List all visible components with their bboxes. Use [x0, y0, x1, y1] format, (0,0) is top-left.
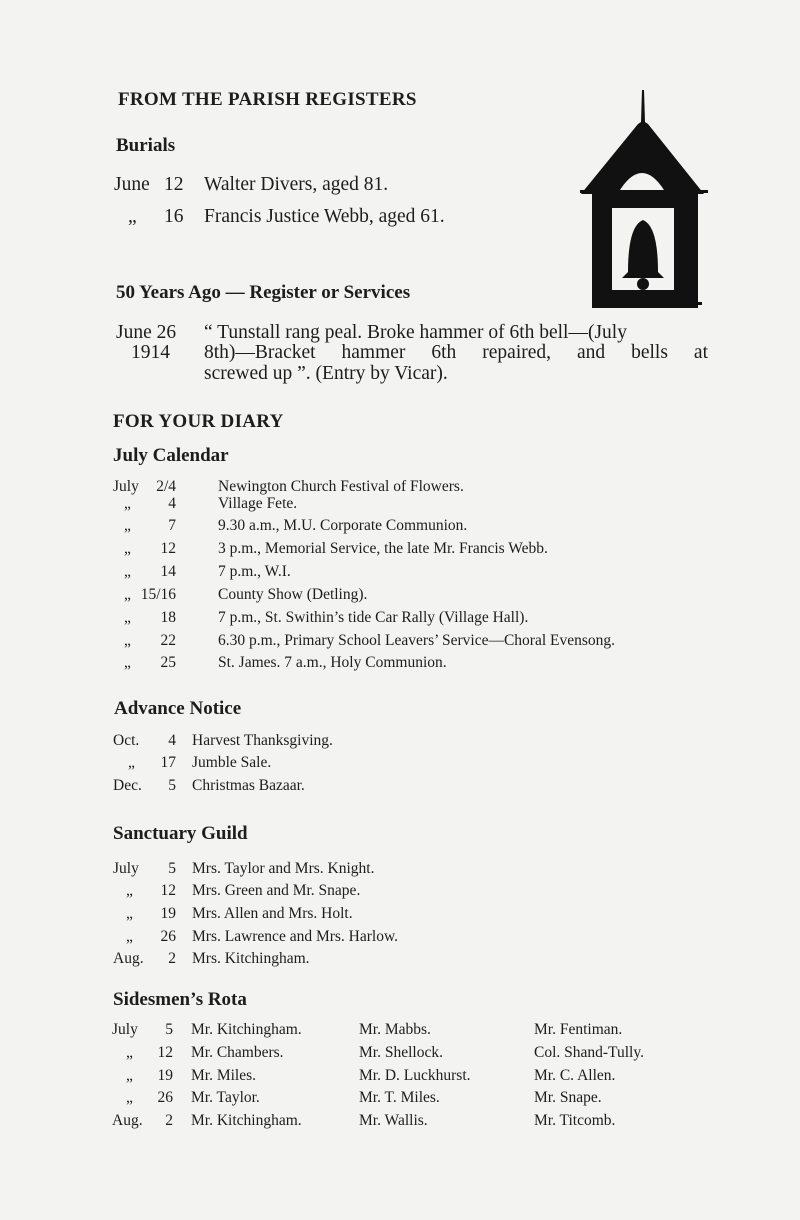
- rota-name-col3: Mr. C. Allen.: [534, 1067, 616, 1084]
- calendar-day: 4: [168, 495, 176, 512]
- rota-name-col3: Mr. Fentiman.: [534, 1021, 623, 1038]
- guild-day: 12: [160, 882, 176, 899]
- rota-name-col2: Mr. T. Miles.: [359, 1089, 440, 1106]
- guild-row: [0, 882, 800, 904]
- calendar-month: „: [124, 586, 131, 603]
- calendar-event: 7 p.m., W.I.: [218, 563, 291, 580]
- rota-name-col3: Mr. Snape.: [534, 1089, 602, 1106]
- advance-event: Harvest Thanksgiving.: [192, 732, 333, 749]
- calendar-day: 14: [160, 563, 176, 580]
- rota-row: [0, 1067, 800, 1089]
- advance-day: 17: [160, 754, 176, 771]
- calendar-row: [0, 609, 800, 631]
- guild-day: 5: [168, 860, 176, 877]
- fifty-entry-line: “ Tunstall rang peal. Broke hammer of 6th bell—(July: [204, 322, 627, 343]
- burial-name: Francis Justice Webb, aged 61.: [204, 206, 445, 227]
- fifty-entry-year: 1914: [131, 342, 170, 363]
- calendar-month: „: [124, 609, 131, 626]
- burial-day: 16: [164, 206, 184, 227]
- advance-row: [0, 777, 800, 799]
- word: hammer: [341, 342, 406, 363]
- guild-names: Mrs. Green and Mr. Snape.: [192, 882, 361, 899]
- rota-day: 2: [165, 1112, 173, 1129]
- advance-month: Dec.: [113, 777, 142, 794]
- rota-day: 5: [165, 1021, 173, 1038]
- calendar-event: 3 p.m., Memorial Service, the late Mr. Francis Webb.: [218, 540, 548, 557]
- burial-day: 12: [164, 174, 184, 195]
- advance-month: „: [128, 754, 135, 771]
- rota-name-col2: Mr. Shellock.: [359, 1044, 443, 1061]
- calendar-month: „: [124, 654, 131, 671]
- calendar-day: 15/16: [140, 586, 176, 603]
- advance-row: [0, 732, 800, 754]
- advance-notice-heading: Advance Notice: [114, 698, 242, 719]
- advance-day: 5: [168, 777, 176, 794]
- advance-event: Christmas Bazaar.: [192, 777, 305, 794]
- calendar-event: 7 p.m., St. Swithin’s tide Car Rally (Village Hall).: [218, 609, 529, 626]
- calendar-month: July: [113, 478, 139, 495]
- guild-row: [0, 905, 800, 927]
- burial-name: Walter Divers, aged 81.: [204, 174, 389, 195]
- calendar-row: [0, 586, 800, 608]
- rota-name-col1: Mr. Kitchingham.: [191, 1112, 302, 1129]
- calendar-event: Village Fete.: [218, 495, 298, 512]
- rota-name-col1: Mr. Taylor.: [191, 1089, 260, 1106]
- guild-month: „: [126, 928, 133, 945]
- calendar-row: [0, 517, 800, 539]
- calendar-day: 7: [168, 517, 176, 534]
- rota-row: [0, 1089, 800, 1111]
- rota-month: „: [126, 1044, 133, 1061]
- guild-names: Mrs. Lawrence and Mrs. Harlow.: [192, 928, 399, 945]
- word: at: [693, 342, 708, 363]
- guild-day: 2: [168, 950, 176, 967]
- rota-name-col2: Mr. Mabbs.: [359, 1021, 431, 1038]
- diary-title: FOR YOUR DIARY: [113, 411, 284, 432]
- guild-month: July: [113, 860, 139, 877]
- rota-day: 12: [157, 1044, 173, 1061]
- rota-row: [0, 1021, 800, 1043]
- word: bells: [631, 342, 668, 363]
- sanctuary-guild-heading: Sanctuary Guild: [113, 823, 248, 844]
- calendar-row: [0, 495, 800, 517]
- calendar-row: [0, 563, 800, 585]
- rota-day: 19: [157, 1067, 173, 1084]
- guild-names: Mrs. Kitchingham.: [192, 950, 310, 967]
- guild-names: Mrs. Allen and Mrs. Holt.: [192, 905, 353, 922]
- word: 8th)—Bracket: [204, 342, 316, 363]
- calendar-row: [0, 654, 800, 676]
- rota-month: „: [126, 1089, 133, 1106]
- calendar-event: 6.30 p.m., Primary School Leavers’ Service—Choral Evensong.: [218, 632, 616, 649]
- rota-month: July: [112, 1021, 138, 1038]
- calendar-day: 18: [160, 609, 176, 626]
- calendar-event: County Show (Detling).: [218, 586, 368, 603]
- guild-month: „: [126, 882, 133, 899]
- calendar-day: 25: [160, 654, 176, 671]
- calendar-event: St. James. 7 a.m., Holy Communion.: [218, 654, 447, 671]
- burial-month: „: [128, 206, 137, 227]
- word: and: [576, 342, 606, 363]
- rota-name-col2: Mr. Wallis.: [359, 1112, 428, 1129]
- guild-day: 19: [160, 905, 176, 922]
- calendar-row: [0, 632, 800, 654]
- fifty-entry-line: screwed up ”. (Entry by Vicar).: [204, 363, 448, 384]
- fifty-years-heading: 50 Years Ago — Register or Services: [116, 282, 411, 303]
- word: repaired,: [482, 342, 552, 363]
- rota-name-col3: Mr. Titcomb.: [534, 1112, 616, 1129]
- guild-month: „: [126, 905, 133, 922]
- calendar-month: „: [124, 632, 131, 649]
- word: 6th: [431, 342, 457, 363]
- july-calendar-heading: July Calendar: [113, 445, 229, 466]
- guild-month: Aug.: [113, 950, 144, 967]
- calendar-month: „: [124, 540, 131, 557]
- calendar-row: [0, 540, 800, 562]
- guild-row: [0, 860, 800, 882]
- rota-month: Aug.: [112, 1112, 143, 1129]
- rota-row: [0, 1044, 800, 1066]
- advance-month: Oct.: [113, 732, 140, 749]
- rota-name-col1: Mr. Kitchingham.: [191, 1021, 302, 1038]
- guild-row: [0, 928, 800, 950]
- advance-event: Jumble Sale.: [192, 754, 272, 771]
- burial-month: June: [114, 174, 150, 195]
- rota-day: 26: [157, 1089, 173, 1106]
- registers-title: FROM THE PARISH REGISTERS: [118, 89, 417, 110]
- guild-row: [0, 950, 800, 972]
- calendar-day: 12: [160, 540, 176, 557]
- guild-names: Mrs. Taylor and Mrs. Knight.: [192, 860, 375, 877]
- rota-name-col1: Mr. Chambers.: [191, 1044, 284, 1061]
- calendar-month: „: [124, 495, 131, 512]
- sidesmen-rota-heading: Sidesmen’s Rota: [113, 989, 247, 1010]
- rota-name-col3: Col. Shand-Tully.: [534, 1044, 644, 1061]
- calendar-day: 2/4: [156, 478, 176, 495]
- fifty-entry-justified-line: [204, 342, 708, 364]
- rota-name-col2: Mr. D. Luckhurst.: [359, 1067, 471, 1084]
- rota-name-col1: Mr. Miles.: [191, 1067, 257, 1084]
- burials-heading: Burials: [116, 135, 176, 156]
- advance-row: [0, 754, 800, 776]
- calendar-event: 9.30 a.m., M.U. Corporate Communion.: [218, 517, 468, 534]
- advance-day: 4: [168, 732, 176, 749]
- guild-day: 26: [160, 928, 176, 945]
- calendar-day: 22: [160, 632, 176, 649]
- fifty-entry-date: June 26: [116, 322, 177, 343]
- rota-row: [0, 1112, 800, 1134]
- bell-tower-icon: [578, 86, 708, 310]
- rota-month: „: [126, 1067, 133, 1084]
- calendar-month: „: [124, 517, 131, 534]
- calendar-event: Newington Church Festival of Flowers.: [218, 478, 464, 495]
- calendar-month: „: [124, 563, 131, 580]
